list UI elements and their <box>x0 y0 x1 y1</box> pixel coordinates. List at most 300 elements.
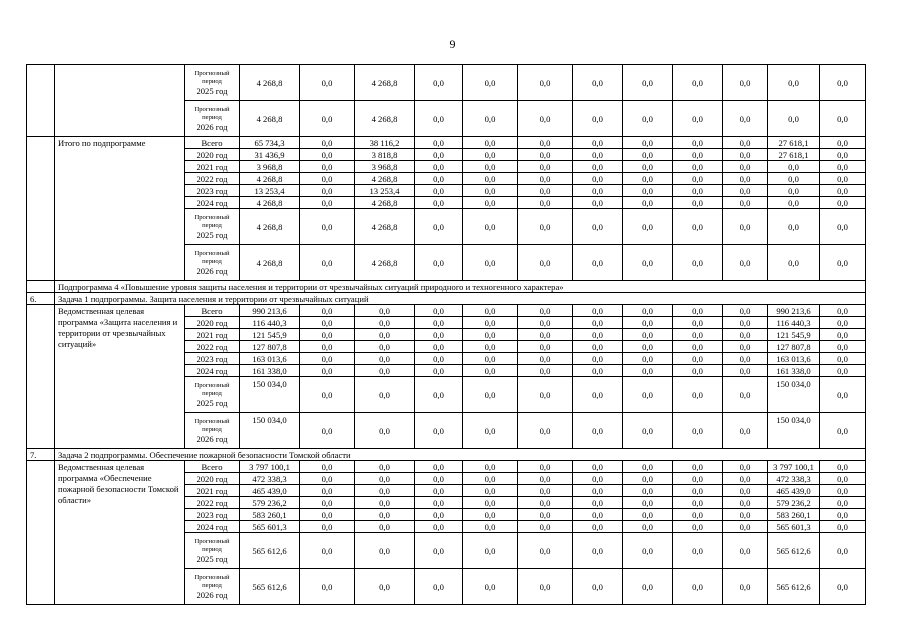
value-cell: 0,0 <box>463 317 518 329</box>
period-text: Всего <box>201 137 223 148</box>
value-cell: 3 968,8 <box>240 161 300 173</box>
value-cell: 0,0 <box>723 509 768 521</box>
value-cell: 0,0 <box>673 149 723 161</box>
value-cell: 0,0 <box>518 185 573 197</box>
value-cell: 0,0 <box>355 461 415 473</box>
program-name: Итого по подпрограмме <box>55 137 185 281</box>
value-cell: 0,0 <box>820 365 866 377</box>
value-cell: 0,0 <box>300 353 355 365</box>
period-text: 2022 год <box>196 173 228 184</box>
value-cell: 0,0 <box>415 161 463 173</box>
value-cell: 579 236,2 <box>240 497 300 509</box>
section-title: Подпрограмма 4 «Повышение уровня защиты населения и территории от чрезвычайных ситуаций природного и техногенного характера» <box>55 281 866 293</box>
value-cell: 0,0 <box>723 473 768 485</box>
value-cell: 0,0 <box>820 497 866 509</box>
value-cell: 0,0 <box>300 521 355 533</box>
period-text: период <box>202 389 222 397</box>
value-cell: 0,0 <box>300 65 355 101</box>
value-cell: 0,0 <box>355 377 415 413</box>
value-cell: 0,0 <box>673 173 723 185</box>
value-cell: 0,0 <box>820 209 866 245</box>
program-name <box>55 65 185 137</box>
value-cell: 0,0 <box>573 485 623 497</box>
value-cell: 0,0 <box>573 365 623 377</box>
value-cell: 465 439,0 <box>240 485 300 497</box>
value-cell: 0,0 <box>518 341 573 353</box>
value-cell: 0,0 <box>820 569 866 605</box>
value-cell: 0,0 <box>673 101 723 137</box>
value-cell: 0,0 <box>463 209 518 245</box>
value-cell: 0,0 <box>463 413 518 449</box>
period-text: 2024 год <box>196 521 228 532</box>
value-cell: 0,0 <box>820 101 866 137</box>
value-cell: 0,0 <box>573 533 623 569</box>
value-cell: 0,0 <box>623 329 673 341</box>
value-cell: 0,0 <box>300 569 355 605</box>
value-cell: 0,0 <box>673 245 723 281</box>
value-cell: 0,0 <box>463 365 518 377</box>
value-cell: 0,0 <box>673 305 723 317</box>
value-cell: 0,0 <box>573 521 623 533</box>
value-cell: 0,0 <box>723 413 768 449</box>
value-cell: 0,0 <box>463 341 518 353</box>
value-cell: 0,0 <box>573 137 623 149</box>
period-cell <box>185 149 240 161</box>
value-cell: 13 253,4 <box>240 185 300 197</box>
value-cell: 0,0 <box>573 413 623 449</box>
value-cell: 0,0 <box>673 461 723 473</box>
period-text: 2025 год <box>196 229 228 240</box>
value-cell: 116 440,3 <box>240 317 300 329</box>
period-text: 2026 год <box>196 121 228 132</box>
value-cell: 0,0 <box>820 161 866 173</box>
period-text: период <box>202 221 222 229</box>
value-cell: 150 034,0 <box>768 413 820 449</box>
value-cell: 0,0 <box>623 353 673 365</box>
value-cell: 0,0 <box>673 353 723 365</box>
section-row <box>27 293 866 305</box>
value-cell: 0,0 <box>415 329 463 341</box>
period-cell <box>185 185 240 197</box>
value-cell: 0,0 <box>415 521 463 533</box>
value-cell: 31 436,9 <box>240 149 300 161</box>
value-cell: 0,0 <box>623 533 673 569</box>
value-cell: 0,0 <box>723 329 768 341</box>
period-cell <box>185 497 240 509</box>
period-text: Прогнозный <box>194 381 230 389</box>
value-cell: 0,0 <box>820 341 866 353</box>
value-cell: 0,0 <box>415 65 463 101</box>
value-cell: 0,0 <box>573 173 623 185</box>
value-cell: 0,0 <box>463 245 518 281</box>
value-cell: 0,0 <box>573 329 623 341</box>
value-cell: 0,0 <box>463 521 518 533</box>
value-cell: 0,0 <box>623 137 673 149</box>
value-cell: 0,0 <box>300 305 355 317</box>
value-cell: 0,0 <box>673 533 723 569</box>
value-cell: 161 338,0 <box>768 365 820 377</box>
period-cell <box>185 209 240 245</box>
table-row <box>27 137 866 149</box>
value-cell: 990 213,6 <box>240 305 300 317</box>
value-cell: 0,0 <box>673 209 723 245</box>
value-cell: 0,0 <box>300 341 355 353</box>
row-number-cell <box>27 137 55 281</box>
value-cell: 0,0 <box>820 485 866 497</box>
period-cell <box>185 377 240 413</box>
value-cell: 565 601,3 <box>240 521 300 533</box>
financing-table <box>26 64 866 605</box>
value-cell: 0,0 <box>623 65 673 101</box>
value-cell: 150 034,0 <box>240 377 300 413</box>
period-text: 2026 год <box>196 433 228 444</box>
period-text: 2023 год <box>196 509 228 520</box>
value-cell: 0,0 <box>463 473 518 485</box>
value-cell: 0,0 <box>300 365 355 377</box>
value-cell: 565 612,6 <box>768 533 820 569</box>
period-text: Всего <box>201 461 223 472</box>
value-cell: 0,0 <box>518 497 573 509</box>
value-cell: 0,0 <box>573 149 623 161</box>
value-cell: 0,0 <box>768 185 820 197</box>
value-cell: 0,0 <box>518 161 573 173</box>
value-cell: 0,0 <box>768 209 820 245</box>
value-cell: 0,0 <box>573 497 623 509</box>
value-cell: 0,0 <box>820 461 866 473</box>
period-text: 2025 год <box>196 553 228 564</box>
value-cell: 565 612,6 <box>240 569 300 605</box>
period-text: 2023 год <box>196 353 228 364</box>
period-cell <box>185 101 240 137</box>
value-cell: 0,0 <box>355 305 415 317</box>
value-cell: 0,0 <box>415 569 463 605</box>
period-text: 2022 год <box>196 497 228 508</box>
value-cell: 0,0 <box>623 161 673 173</box>
value-cell: 0,0 <box>518 569 573 605</box>
value-cell: 4 268,8 <box>355 65 415 101</box>
value-cell: 163 013,6 <box>768 353 820 365</box>
value-cell: 0,0 <box>673 137 723 149</box>
value-cell: 0,0 <box>623 341 673 353</box>
period-cell <box>185 197 240 209</box>
value-cell: 0,0 <box>415 209 463 245</box>
value-cell: 0,0 <box>723 101 768 137</box>
table-row <box>27 305 866 317</box>
value-cell: 0,0 <box>673 485 723 497</box>
value-cell: 116 440,3 <box>768 317 820 329</box>
value-cell: 0,0 <box>463 137 518 149</box>
value-cell: 472 338,3 <box>768 473 820 485</box>
value-cell: 0,0 <box>463 329 518 341</box>
value-cell: 3 797 100,1 <box>768 461 820 473</box>
value-cell: 583 260,1 <box>768 509 820 521</box>
value-cell: 0,0 <box>573 209 623 245</box>
value-cell: 0,0 <box>623 197 673 209</box>
value-cell: 0,0 <box>355 365 415 377</box>
value-cell: 0,0 <box>768 161 820 173</box>
value-cell: 4 268,8 <box>240 65 300 101</box>
row-number-cell <box>27 305 55 449</box>
section-title: Задача 1 подпрограммы. Защита населения и территории от чрезвычайных ситуаций <box>55 293 866 305</box>
value-cell: 0,0 <box>415 149 463 161</box>
value-cell: 0,0 <box>820 509 866 521</box>
value-cell: 0,0 <box>673 329 723 341</box>
value-cell: 0,0 <box>518 485 573 497</box>
value-cell: 0,0 <box>300 485 355 497</box>
section-row <box>27 449 866 461</box>
value-cell: 0,0 <box>573 197 623 209</box>
value-cell: 0,0 <box>723 521 768 533</box>
value-cell: 0,0 <box>463 377 518 413</box>
value-cell: 0,0 <box>355 497 415 509</box>
value-cell: 0,0 <box>573 569 623 605</box>
value-cell: 0,0 <box>768 101 820 137</box>
program-name: Ведомственная целевая программа «Защита населения и территории от чрезвычайных ситуаций» <box>55 305 185 449</box>
period-text: 2021 год <box>196 485 228 496</box>
value-cell: 0,0 <box>300 509 355 521</box>
value-cell: 38 116,2 <box>355 137 415 149</box>
value-cell: 4 268,8 <box>240 245 300 281</box>
value-cell: 0,0 <box>300 497 355 509</box>
value-cell: 0,0 <box>573 341 623 353</box>
value-cell: 4 268,8 <box>240 173 300 185</box>
value-cell: 0,0 <box>623 521 673 533</box>
table-row <box>27 461 866 473</box>
value-cell: 0,0 <box>463 485 518 497</box>
value-cell: 4 268,8 <box>355 173 415 185</box>
value-cell: 0,0 <box>673 197 723 209</box>
value-cell: 0,0 <box>723 317 768 329</box>
value-cell: 0,0 <box>415 305 463 317</box>
value-cell: 0,0 <box>723 245 768 281</box>
value-cell: 150 034,0 <box>240 413 300 449</box>
value-cell: 161 338,0 <box>240 365 300 377</box>
value-cell: 0,0 <box>415 185 463 197</box>
table-row <box>27 65 866 101</box>
value-cell: 4 268,8 <box>355 101 415 137</box>
value-cell: 465 439,0 <box>768 485 820 497</box>
value-cell: 0,0 <box>623 461 673 473</box>
period-text: Всего <box>201 305 223 316</box>
value-cell: 0,0 <box>820 521 866 533</box>
value-cell: 0,0 <box>300 329 355 341</box>
value-cell: 0,0 <box>723 533 768 569</box>
value-cell: 0,0 <box>673 569 723 605</box>
value-cell: 0,0 <box>723 353 768 365</box>
value-cell: 0,0 <box>300 533 355 569</box>
value-cell: 0,0 <box>820 317 866 329</box>
value-cell: 0,0 <box>623 377 673 413</box>
value-cell: 0,0 <box>573 461 623 473</box>
value-cell: 4 268,8 <box>240 101 300 137</box>
value-cell: 0,0 <box>518 473 573 485</box>
period-text: Прогнозный <box>194 213 230 221</box>
value-cell: 0,0 <box>820 329 866 341</box>
period-cell <box>185 65 240 101</box>
value-cell: 0,0 <box>768 245 820 281</box>
value-cell: 0,0 <box>415 377 463 413</box>
value-cell: 0,0 <box>463 149 518 161</box>
value-cell: 0,0 <box>355 341 415 353</box>
value-cell: 0,0 <box>463 497 518 509</box>
value-cell: 0,0 <box>518 377 573 413</box>
period-text: Прогнозный <box>194 537 230 545</box>
value-cell: 0,0 <box>300 197 355 209</box>
period-cell <box>185 245 240 281</box>
value-cell: 0,0 <box>673 185 723 197</box>
value-cell: 0,0 <box>518 353 573 365</box>
value-cell: 0,0 <box>673 521 723 533</box>
value-cell: 0,0 <box>300 101 355 137</box>
period-text: период <box>202 113 222 121</box>
value-cell: 0,0 <box>415 341 463 353</box>
value-cell: 0,0 <box>673 377 723 413</box>
value-cell: 0,0 <box>573 353 623 365</box>
value-cell: 0,0 <box>573 65 623 101</box>
value-cell: 0,0 <box>820 305 866 317</box>
value-cell: 0,0 <box>415 485 463 497</box>
period-text: 2025 год <box>196 397 228 408</box>
value-cell: 0,0 <box>300 413 355 449</box>
value-cell: 0,0 <box>623 245 673 281</box>
value-cell: 0,0 <box>623 509 673 521</box>
value-cell: 0,0 <box>820 353 866 365</box>
period-text: 2020 год <box>196 473 228 484</box>
period-cell <box>185 353 240 365</box>
value-cell: 0,0 <box>415 533 463 569</box>
value-cell: 0,0 <box>355 509 415 521</box>
value-cell: 0,0 <box>518 209 573 245</box>
value-cell: 0,0 <box>415 509 463 521</box>
value-cell: 0,0 <box>723 137 768 149</box>
value-cell: 0,0 <box>820 533 866 569</box>
period-cell <box>185 317 240 329</box>
value-cell: 0,0 <box>300 245 355 281</box>
period-text: Прогнозный <box>194 573 230 581</box>
value-cell: 0,0 <box>623 413 673 449</box>
value-cell: 0,0 <box>518 149 573 161</box>
value-cell: 127 807,8 <box>768 341 820 353</box>
value-cell: 3 797 100,1 <box>240 461 300 473</box>
value-cell: 0,0 <box>355 329 415 341</box>
period-text: 2025 год <box>196 85 228 96</box>
value-cell: 583 260,1 <box>240 509 300 521</box>
value-cell: 0,0 <box>300 161 355 173</box>
value-cell: 0,0 <box>415 365 463 377</box>
value-cell: 0,0 <box>573 245 623 281</box>
row-number-cell <box>27 281 55 293</box>
value-cell: 0,0 <box>623 365 673 377</box>
period-text: 2026 год <box>196 265 228 276</box>
value-cell: 3 968,8 <box>355 161 415 173</box>
value-cell: 127 807,8 <box>240 341 300 353</box>
value-cell: 163 013,6 <box>240 353 300 365</box>
value-cell: 0,0 <box>573 101 623 137</box>
row-number-cell <box>27 461 55 605</box>
value-cell: 0,0 <box>518 65 573 101</box>
period-text: период <box>202 581 222 589</box>
value-cell: 0,0 <box>415 173 463 185</box>
value-cell: 0,0 <box>415 497 463 509</box>
value-cell: 0,0 <box>463 197 518 209</box>
value-cell: 4 268,8 <box>240 197 300 209</box>
period-text: Прогнозный <box>194 417 230 425</box>
period-text: Прогнозный <box>194 249 230 257</box>
value-cell: 0,0 <box>623 305 673 317</box>
value-cell: 0,0 <box>623 185 673 197</box>
value-cell: 0,0 <box>723 65 768 101</box>
period-text: период <box>202 257 222 265</box>
value-cell: 0,0 <box>463 569 518 605</box>
value-cell: 0,0 <box>463 173 518 185</box>
value-cell: 0,0 <box>573 161 623 173</box>
value-cell: 0,0 <box>463 353 518 365</box>
value-cell: 0,0 <box>723 497 768 509</box>
period-text: 2020 год <box>196 317 228 328</box>
value-cell: 4 268,8 <box>355 197 415 209</box>
value-cell: 0,0 <box>415 101 463 137</box>
period-cell <box>185 461 240 473</box>
value-cell: 0,0 <box>723 197 768 209</box>
value-cell: 65 734,3 <box>240 137 300 149</box>
value-cell: 0,0 <box>463 65 518 101</box>
value-cell: 0,0 <box>723 185 768 197</box>
value-cell: 579 236,2 <box>768 497 820 509</box>
value-cell: 0,0 <box>355 569 415 605</box>
value-cell: 0,0 <box>573 185 623 197</box>
period-cell <box>185 137 240 149</box>
value-cell: 0,0 <box>518 317 573 329</box>
value-cell: 0,0 <box>463 305 518 317</box>
period-cell <box>185 173 240 185</box>
section-title: Задача 2 подпрограммы. Обеспечение пожарной безопасности Томской области <box>55 449 866 461</box>
value-cell: 0,0 <box>463 533 518 569</box>
program-name: Ведомственная целевая программа «Обеспечение пожарной безопасности Томской области» <box>55 461 185 605</box>
period-text: период <box>202 77 222 85</box>
period-text: Прогнозный <box>194 69 230 77</box>
value-cell: 0,0 <box>463 185 518 197</box>
value-cell: 0,0 <box>623 497 673 509</box>
value-cell: 0,0 <box>415 461 463 473</box>
value-cell: 0,0 <box>355 353 415 365</box>
value-cell: 27 618,1 <box>768 149 820 161</box>
value-cell: 0,0 <box>573 305 623 317</box>
value-cell: 0,0 <box>518 413 573 449</box>
period-cell <box>185 509 240 521</box>
value-cell: 0,0 <box>820 137 866 149</box>
row-number-cell <box>27 65 55 137</box>
value-cell: 0,0 <box>723 173 768 185</box>
value-cell: 0,0 <box>673 341 723 353</box>
value-cell: 0,0 <box>673 497 723 509</box>
value-cell: 0,0 <box>723 341 768 353</box>
value-cell: 0,0 <box>623 473 673 485</box>
value-cell: 0,0 <box>820 413 866 449</box>
period-cell <box>185 329 240 341</box>
value-cell: 27 618,1 <box>768 137 820 149</box>
period-cell <box>185 341 240 353</box>
period-cell <box>185 305 240 317</box>
period-text: период <box>202 425 222 433</box>
value-cell: 0,0 <box>300 317 355 329</box>
value-cell: 0,0 <box>355 317 415 329</box>
period-text: 2021 год <box>196 161 228 172</box>
value-cell: 990 213,6 <box>768 305 820 317</box>
value-cell: 0,0 <box>518 533 573 569</box>
value-cell: 0,0 <box>573 509 623 521</box>
value-cell: 0,0 <box>820 185 866 197</box>
value-cell: 0,0 <box>573 377 623 413</box>
